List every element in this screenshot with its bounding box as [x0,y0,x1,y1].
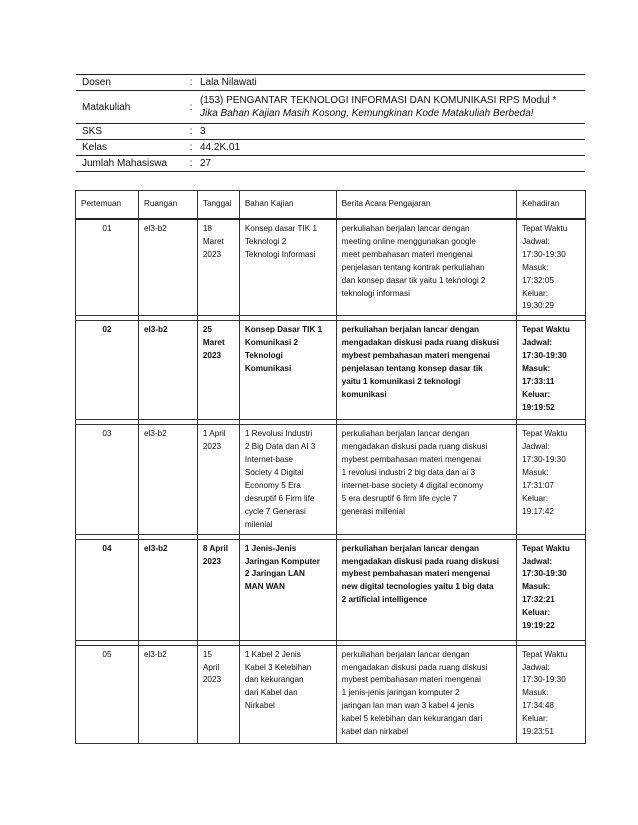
teaching-report-line: perkuliahan berjalan lancar dengan [341,543,480,553]
study-topic-line: 1 Kabel 2 Jenis [244,649,301,659]
teaching-report-line: 1 revolusi industri 2 big data dan ai 3 [341,468,475,478]
schedule-row [76,219,586,316]
header-kehadiran: Kehadiran [517,191,586,220]
matakuliah-value [196,91,585,124]
teaching-report-line: mengadakan diskusi pada ruang diskusi [341,338,500,348]
attendance-line: Jadwal: [522,442,550,452]
attendance [517,425,586,534]
teaching-report-line: yaitu 1 komunikasi 2 teknologi [341,376,461,386]
study-topic-line: Kabel 3 Kelebihan [244,662,312,672]
attendance-line: Keluar: [522,389,551,399]
study-topic-line: Komunikasi [244,364,292,374]
teaching-report-line: jaringan lan man wan 3 kabel 4 jenis [341,701,475,711]
study-topic-line: dari Kabel dan [244,688,298,698]
attendance-line: Jadwal: [522,338,553,348]
info-separator: : [186,156,196,172]
info-separator: : [186,91,196,124]
meeting-number: 04 [76,539,139,640]
info-label: Jumlah Mahasiswa [76,156,186,172]
teaching-report-line: kabel dan nirkabel [341,727,409,737]
meeting-date [197,321,239,420]
teaching-report-line: meet pembahasan materi mengenai [341,249,473,259]
meeting-date [197,645,239,743]
meeting-date-line: 2023 [202,675,222,685]
meeting-date [197,219,239,316]
teaching-report-line: komunikasi [341,389,387,399]
attendance [517,539,586,640]
schedule-table [75,190,586,744]
info-row-jumlah [76,156,585,172]
attendance-line: 19:30:29 [522,301,554,311]
info-label: SKS [76,124,186,140]
attendance-line: Tepat Waktu [522,429,568,439]
teaching-report [336,219,516,316]
schedule-row [76,425,586,534]
schedule-row [76,321,586,420]
study-topic [239,321,336,420]
schedule-row [76,645,586,743]
teaching-report-line: generasi millenial [341,506,405,516]
attendance-line: Masuk: [522,364,551,374]
study-topic-line: 1 Revolusi Industri [244,429,313,439]
meeting-number: 05 [76,645,139,743]
teaching-report-line: mengadakan diskusi pada ruang diskusi [341,556,500,566]
header-bahan-kajian: Bahan Kajian [239,191,336,220]
teaching-report-line: dan konsep dasar tik yaitu 1 teknologi 2 [341,275,486,285]
teaching-report-line: perkuliahan berjalan lancar dengan [341,649,470,659]
study-topic-line: 1 Jenis-Jenis [244,543,297,553]
teaching-report-line: internet-base society 4 digital economy [341,480,484,490]
meeting-date [197,425,239,534]
attendance-line: 17:30-19:30 [522,455,566,465]
attendance-line: Jadwal: [522,662,550,672]
teaching-report-line: new digital tecnologies yaitu 1 big data [341,582,494,592]
teaching-report [336,645,516,743]
study-topic-line: Society 4 Digital [244,468,304,478]
meeting-date-line: April [202,662,220,672]
schedule-header-row [76,191,586,220]
attendance [517,321,586,420]
teaching-report-line: kabel 5 kelebihan dan kekurangan dari [341,714,483,724]
attendance-line: Keluar: [522,493,549,503]
attendance-line: 17:30-19:30 [522,569,567,579]
attendance-line: 17:30-19:30 [522,249,566,259]
teaching-report-line: teknologi informasi [341,288,410,298]
attendance-line: 19:23:51 [522,727,554,737]
attendance [517,645,586,743]
info-row-matakuliah [76,91,585,124]
info-separator: : [186,124,196,140]
attendance-line: 17:30-19:30 [522,675,566,685]
header-ruangan: Ruangan [138,191,197,220]
attendance-line: 17:31:07 [522,480,554,490]
info-label: Dosen [76,75,186,91]
meeting-date-line: 1 April [202,429,226,439]
study-topic-line: desruptif 6 Firm life [244,493,315,503]
study-topic-line: Teknologi 2 [244,236,287,246]
matakuliah-line2: Jika Bahan Kajian Masih Kosong, Kemungkinan Kode Matakuliah Berbeda! [200,108,534,119]
study-topic-line: Teknologi Informasi [244,249,316,259]
attendance-line: Masuk: [522,262,549,272]
info-row-kelas [76,140,585,156]
study-topic-line: milenial [244,519,273,529]
meeting-date-line: 2023 [202,351,222,361]
attendance-line: Masuk: [522,582,551,592]
teaching-report-line: penjelasan tentang kontrak perkuliahan [341,262,485,272]
schedule-body [76,219,586,743]
course-info-table [76,74,585,172]
teaching-report-line: mybest pembahasan materi mengenai [341,675,481,685]
attendance-line: 17:32:21 [522,595,555,605]
schedule-row [76,539,586,640]
study-topic-line: Economy 5 Era [244,480,301,490]
meeting-number: 02 [76,321,139,420]
teaching-report-line: 5 era desruptif 6 firm life cycle 7 [341,493,458,503]
teaching-report-line: perkuliahan berjalan lancar dengan [341,224,470,233]
attendance-line: Tepat Waktu [522,543,570,553]
header-tanggal: Tanggal [197,191,239,220]
room-code: el3-b2 [138,539,197,640]
meeting-date-line: 2023 [202,556,222,566]
dosen-value: Lala Nilawati [196,75,585,91]
meeting-number: 03 [76,425,139,534]
study-topic-line: dan kekurangan [244,675,304,685]
teaching-report-line: 2 artificial intelligence [341,595,428,605]
study-topic-line: Komunikasi 2 [244,338,299,348]
meeting-date-line: 2023 [202,249,222,259]
meeting-date [197,539,239,640]
meeting-date-line: 8 April [202,543,229,553]
teaching-report-line: mybest pembahasan materi mengenai [341,351,490,361]
matakuliah-line1: (153) PENGANTAR TEKNOLOGI INFORMASI DAN KOMUNIKASI RPS Modul * [200,95,557,106]
attendance-line: Tepat Waktu [522,224,568,233]
study-topic-line: Konsep dasar TIK 1 [244,224,318,233]
teaching-report-line: mybest pembahasan materi mengenai [341,455,481,465]
info-label: Kelas [76,140,186,156]
teaching-report [336,321,516,420]
header-berita-acara: Berita Acara Pengajaran [336,191,516,220]
teaching-report-line: meeting online menggunakan google [341,236,476,246]
info-row-dosen [76,75,585,91]
attendance-line: Masuk: [522,688,549,698]
attendance-line: 19:19:52 [522,402,555,412]
info-separator: : [186,75,196,91]
study-topic-line: Konsep Dasar TIK 1 [244,325,323,335]
attendance-line: Masuk: [522,468,549,478]
kelas-value: 44.2K.01 [196,140,585,156]
study-topic-line: Teknologi [244,351,283,361]
attendance-line: Tepat Waktu [522,649,568,659]
teaching-report-line: penjelasan tentang konsep dasar tik [341,364,483,374]
teaching-report-line: mybest pembahasan materi mengenai [341,569,490,579]
attendance-line: Jadwal: [522,236,550,246]
room-code: el3-b2 [138,321,197,420]
info-separator: : [186,140,196,156]
study-topic-line: 2 Big Data dan AI 3 [244,442,316,452]
info-label: Matakuliah [76,91,186,124]
study-topic [239,425,336,534]
study-topic-line: Jaringan Komputer [244,556,320,566]
study-topic-line: 2 Jaringan LAN [244,569,305,579]
teaching-report-line: mengadakan diskusi pada ruang diskusi [341,442,488,452]
attendance-line: 17:32:05 [522,275,554,285]
meeting-date-line: 15 [202,649,212,659]
room-code: el3-b2 [138,645,197,743]
teaching-report-line: perkuliahan berjalan lancar dengan [341,325,480,335]
jumlah-value: 27 [196,156,585,172]
study-topic-line: MAN WAN [244,582,285,592]
meeting-date-line: 2023 [202,442,222,452]
attendance-line: 19:17:42 [522,506,554,516]
info-row-sks [76,124,585,140]
study-topic [239,645,336,743]
study-topic [239,219,336,316]
room-code: el3-b2 [138,219,197,316]
attendance-line: Keluar: [522,608,551,618]
meeting-date-line: Maret [202,338,225,348]
study-topic-line: Internet-base [244,455,294,465]
meeting-date-line: 18 [202,224,212,233]
attendance [517,219,586,316]
teaching-report [336,539,516,640]
attendance-line: 17:30-19:30 [522,351,567,361]
meeting-date-line: Maret [202,236,224,246]
study-topic [239,539,336,640]
attendance-line: Tepat Waktu [522,325,570,335]
room-code: el3-b2 [138,425,197,534]
study-topic-line: cycle 7 Generasi [244,506,306,516]
attendance-line: 17:33:11 [522,376,555,386]
attendance-line: Keluar: [522,288,549,298]
attendance-line: 19:19:22 [522,621,555,631]
attendance-line: 17:34:48 [522,701,554,711]
header-pertemuan: Pertemuan [76,191,139,220]
teaching-report-line: perkuliahan berjalan lancar dengan [341,429,470,439]
sks-value: 3 [196,124,585,140]
teaching-report [336,425,516,534]
teaching-report-line: mengadakan diskusi pada ruang diskusi [341,662,488,672]
attendance-line: Keluar: [522,714,549,724]
meeting-date-line: 25 [202,325,212,335]
attendance-line: Jadwal: [522,556,553,566]
meeting-number: 01 [76,219,139,316]
study-topic-line: Nirkabel [244,701,275,711]
teaching-report-line: 1 jenis-jenis jaringan komputer 2 [341,688,460,698]
